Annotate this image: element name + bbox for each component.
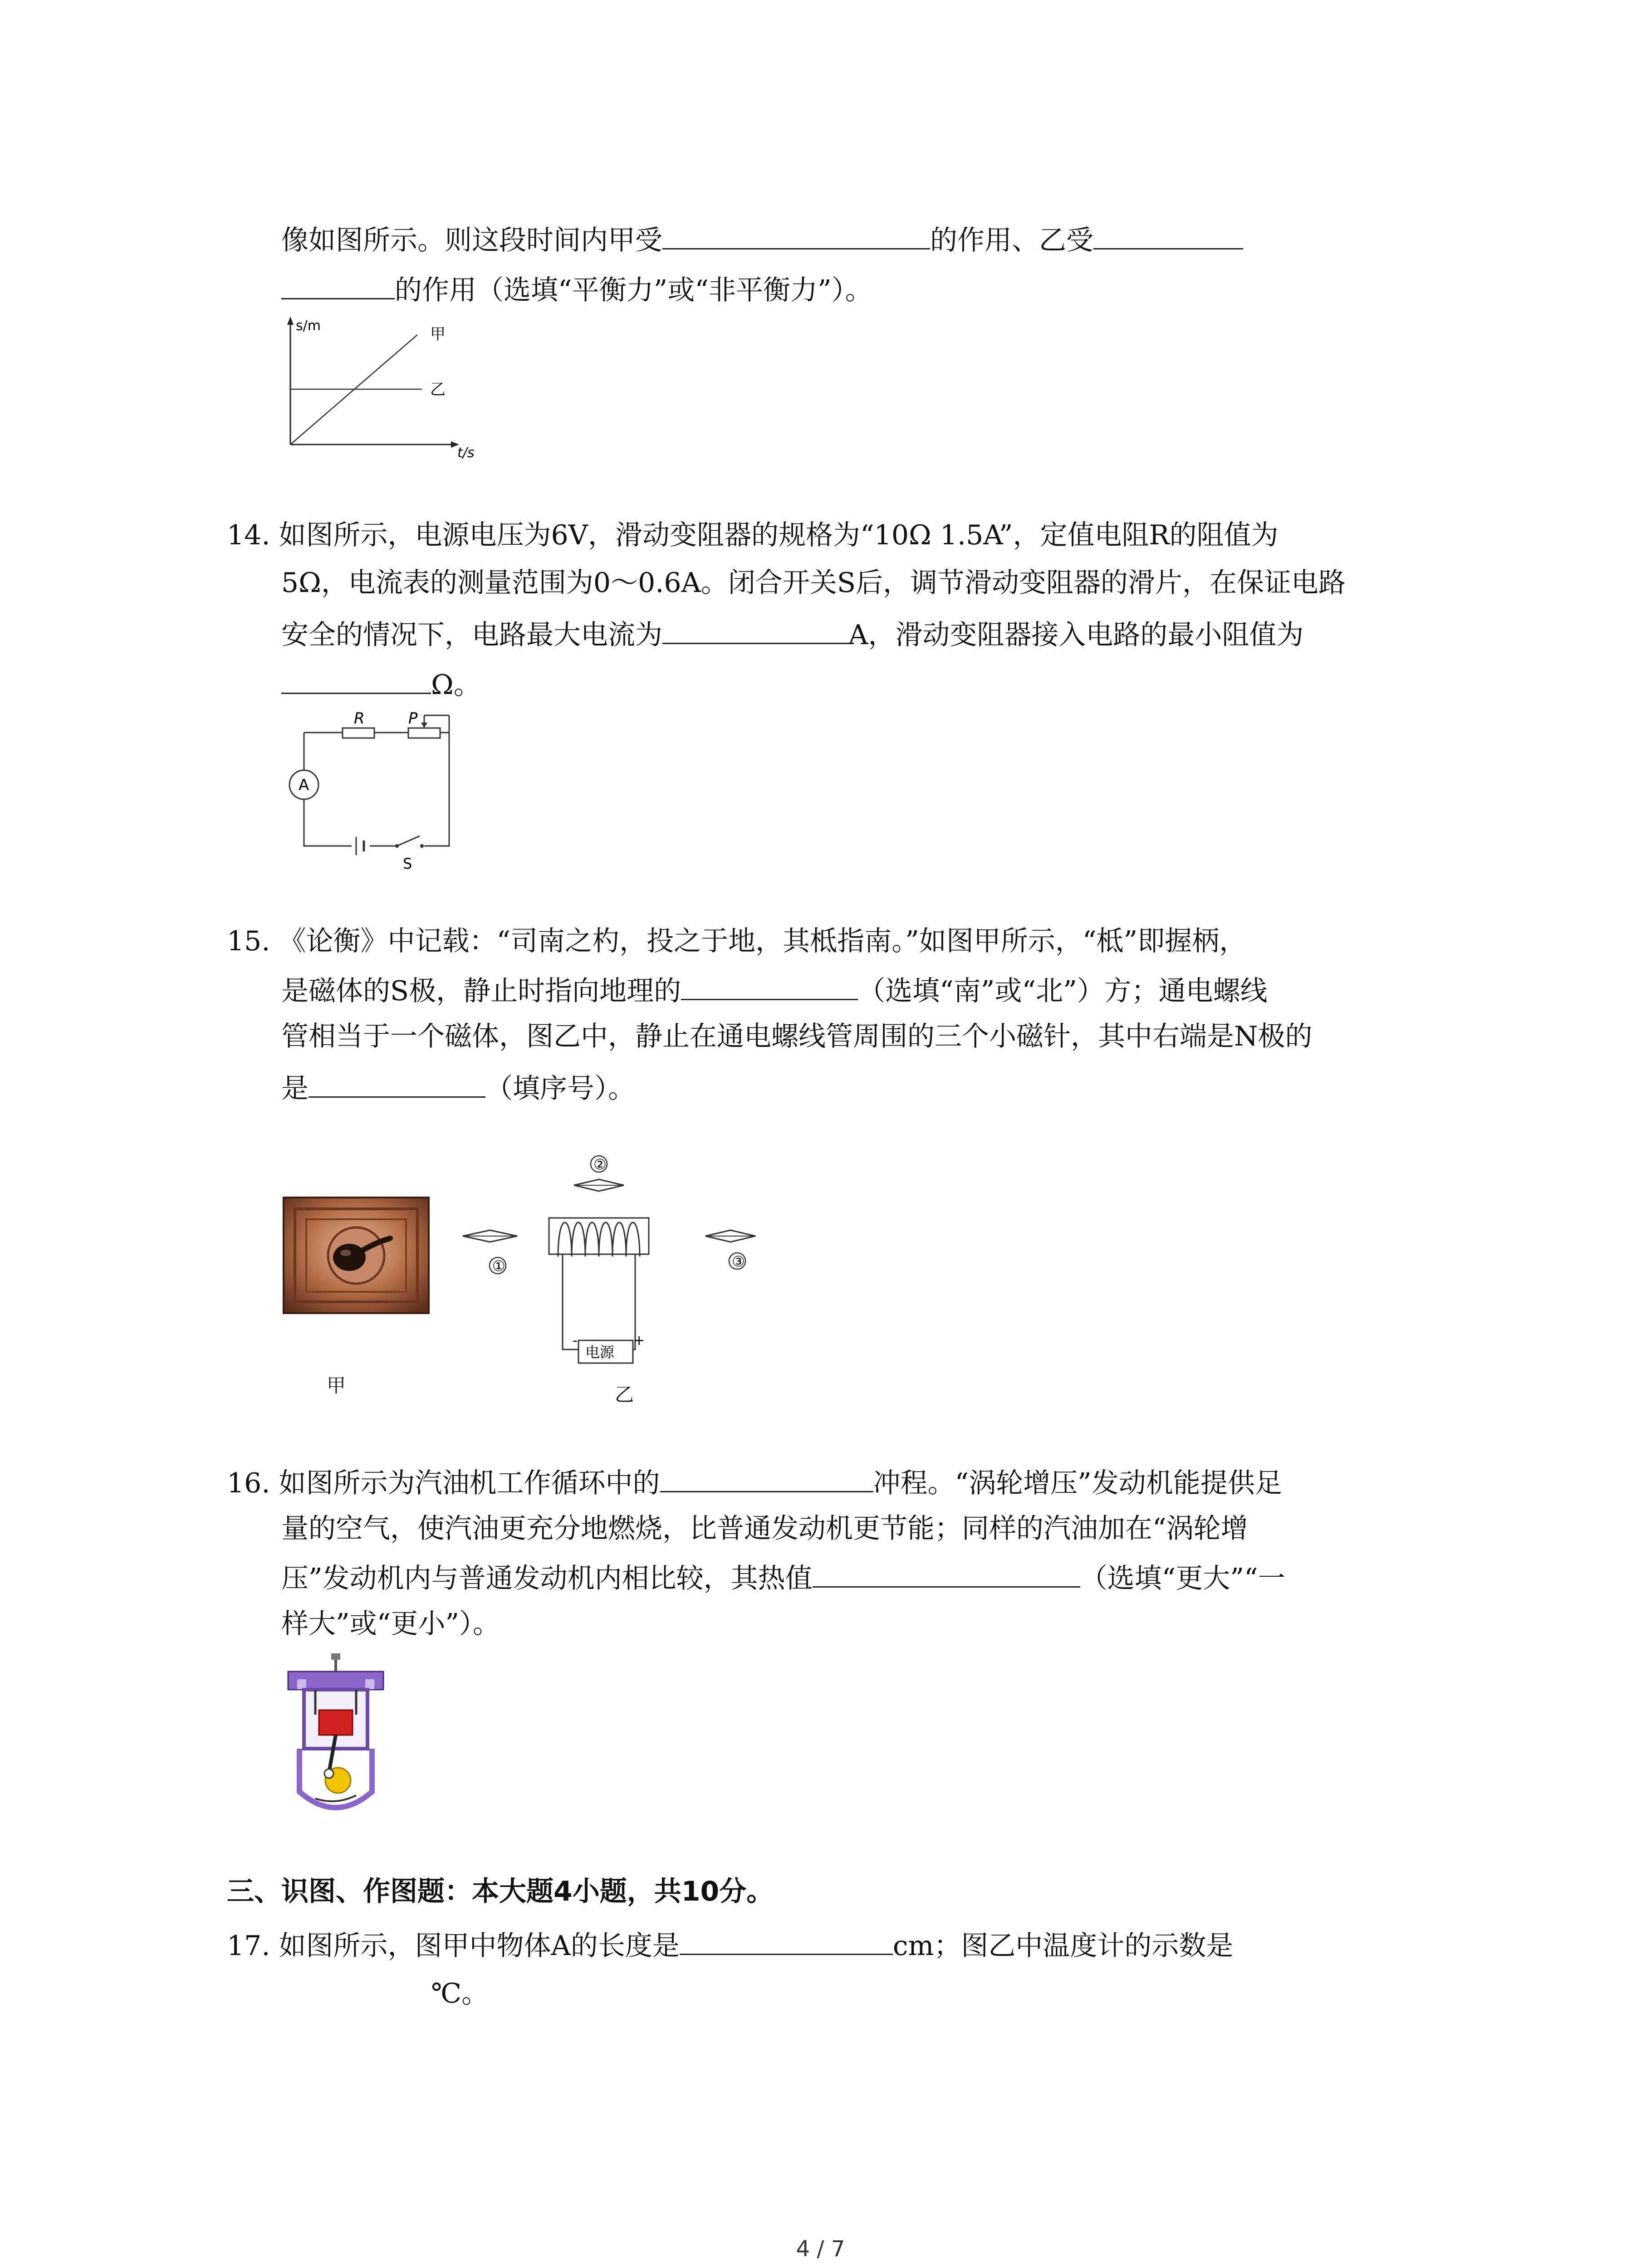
needle-1-label: ① — [492, 1257, 505, 1275]
rheostat — [408, 728, 440, 738]
q14-line2: 5Ω，电流表的测量范围为0～0.6A。闭合开关S后，调节滑动变阻器的滑片，在保证电路 — [281, 567, 1346, 599]
q14-line4: Ω。 — [281, 665, 481, 703]
q16-line2: 量的空气，使汽油更充分地燃烧，比普通发动机更节能；同样的汽油加在“涡轮增 — [281, 1513, 1248, 1545]
fig-yi-caption: 乙 — [615, 1383, 634, 1406]
q15-line3: 管相当于一个磁体，图乙中，静止在通电螺线管周围的三个小磁针，其中右端是N极的 — [281, 1021, 1313, 1052]
q13-blank-1[interactable] — [662, 220, 930, 249]
resistor-r — [343, 728, 374, 738]
graph-line-jia-label: 甲 — [430, 325, 446, 343]
power-minus: - — [573, 1333, 578, 1349]
graph-y-label: s/m — [296, 318, 321, 334]
section-3-heading: 三、识图、作图题：本大题4小题，共10分。 — [227, 1876, 774, 1907]
fig-jia-caption: 甲 — [327, 1374, 346, 1397]
power-label: 电源 — [585, 1344, 615, 1361]
q16-line1: 16. 如图所示为汽油机工作循环中的 冲程。“涡轮增压”发动机能提供足 — [227, 1463, 1282, 1501]
power-plus: + — [633, 1333, 645, 1349]
q16-blank-1[interactable] — [660, 1463, 873, 1492]
sinan-compass-photo — [281, 1193, 431, 1315]
q13-line2: 的作用（选填“平衡力”或“非平衡力”）。 — [281, 270, 872, 308]
q14-circuit-diagram — [272, 705, 481, 878]
needle-2-label: ② — [593, 1156, 607, 1173]
q14-line3: 安全的情况下，电路最大电流为 A，滑动变阻器接入电路的最小阻值为 — [281, 615, 1303, 653]
piston — [319, 1710, 353, 1735]
q14-blank-2[interactable] — [281, 665, 431, 694]
switch-label: S — [403, 855, 412, 872]
q16-line3: 压”发动机内与普通发动机内相比较，其热值 （选填“更大”“一 — [281, 1558, 1285, 1597]
page-number: 4 / 7 — [796, 2236, 845, 2262]
q17-line1: 17. 如图所示，图甲中物体A的长度是 cm；图乙中温度计的示数是 — [227, 1926, 1233, 1964]
q15-line4: 是 （填序号）。 — [281, 1068, 635, 1107]
q16-blank-2[interactable] — [813, 1558, 1080, 1588]
solenoid-diagram — [454, 1152, 789, 1406]
needle-3-label: ③ — [732, 1253, 745, 1270]
q14-line1: 14. 如图所示，电源电压为6V，滑动变阻器的规格为“10Ω 1.5A”，定值电阻R的阻值为 — [227, 519, 1279, 551]
q15-blank-1[interactable] — [681, 971, 858, 1000]
q15-line2: 是磁体的S极，静止时指向地理的 （选填“南”或“北”）方；通电螺线 — [281, 971, 1268, 1009]
q15-blank-2[interactable] — [309, 1068, 485, 1098]
q16-line4: 样大”或“更小”）。 — [281, 1608, 500, 1640]
q17-blank-1[interactable] — [680, 1926, 893, 1955]
q14-blank-1[interactable] — [662, 615, 848, 644]
engine-cylinder-figure — [284, 1651, 388, 1823]
q13-st-graph — [272, 313, 508, 463]
p-label: P — [408, 709, 418, 728]
q13-blank-2b[interactable] — [281, 270, 395, 299]
q17-line2: ℃。 — [281, 1973, 489, 2012]
graph-x-label: t/s — [457, 445, 475, 461]
q13-blank-2a[interactable] — [1093, 220, 1243, 249]
r-label: R — [354, 709, 365, 728]
q13-line1: 像如图所示。则这段时间内甲受 的作用、乙受 — [281, 220, 1243, 259]
graph-line-yi-label: 乙 — [430, 381, 446, 399]
q15-line1: 15. 《论衡》中记载：“司南之杓，投之于地，其柢指南。”如图甲所示，“柢”即握柄， — [227, 925, 1247, 957]
ammeter-label: A — [299, 776, 309, 794]
q17-blank-2[interactable] — [281, 1973, 431, 2003]
